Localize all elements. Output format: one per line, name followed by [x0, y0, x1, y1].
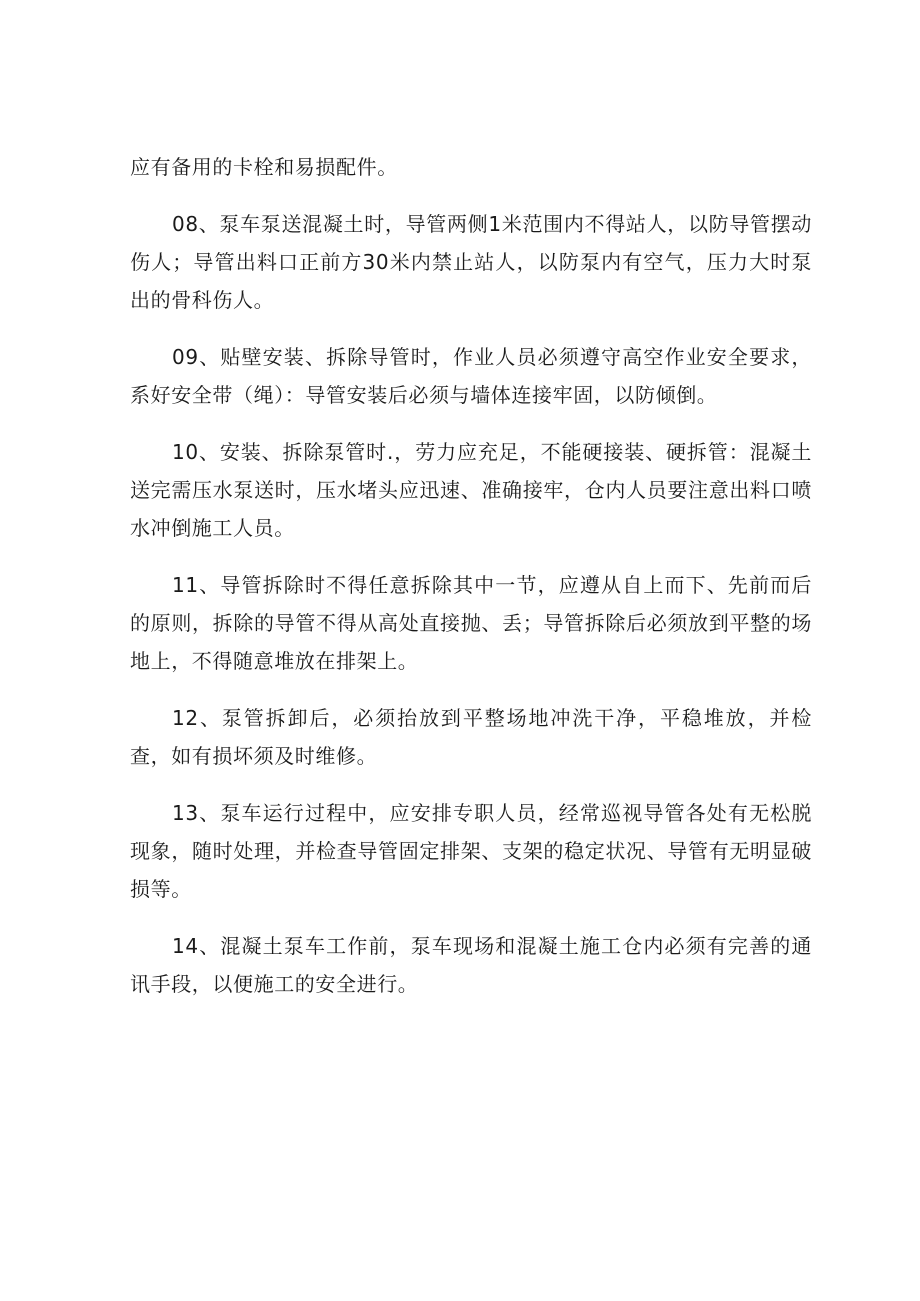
paragraph-item-08: 08、泵车泵送混凝土时，导管两侧1米范围内不得站人，以防导管摆动伤人；导管出料口正前方30米内禁止站人，以防泵内有空气，压力大时泵出的骨科伤人。 — [130, 212, 812, 312]
paragraph-item-10: 10、安装、拆除泵管时.，劳力应充足，不能硬接装、硬拆管：混凝土送完需压水泵送时，压水堵头应迅速、准确接牢，仓内人员要注意出料口喷水冲倒施工人员。 — [130, 440, 812, 540]
paragraph-item-11: 11、导管拆除时不得任意拆除其中一节，应遵从自上而下、先前而后的原则，拆除的导管不得从高处直接抛、丢；导管拆除后必须放到平整的场地上，不得随意堆放在排架上。 — [130, 573, 812, 673]
paragraph-continuation: 应有备用的卡栓和易损配件。 — [130, 155, 398, 179]
paragraph-item-13: 13、泵车运行过程中，应安排专职人员，经常巡视导管各处有无松脱现象，随时处理，并检查导管固定排架、支架的稳定状况、导管有无明显破损等。 — [130, 801, 812, 901]
document-page — [130, 148, 812, 1022]
paragraph-item-14: 14、混凝土泵车工作前，泵车现场和混凝土施工仓内必须有完善的通讯手段，以便施工的安全进行。 — [130, 934, 812, 996]
paragraph-item-09: 09、贴壁安装、拆除导管时，作业人员必须遵守高空作业安全要求，系好安全带（绳）：导管安装后必须与墙体连接牢固，以防倾倒。 — [130, 345, 812, 407]
paragraph-item-12: 12、泵管拆卸后，必须抬放到平整场地冲洗干净，平稳堆放，并检查，如有损坏须及时维修。 — [130, 706, 812, 768]
